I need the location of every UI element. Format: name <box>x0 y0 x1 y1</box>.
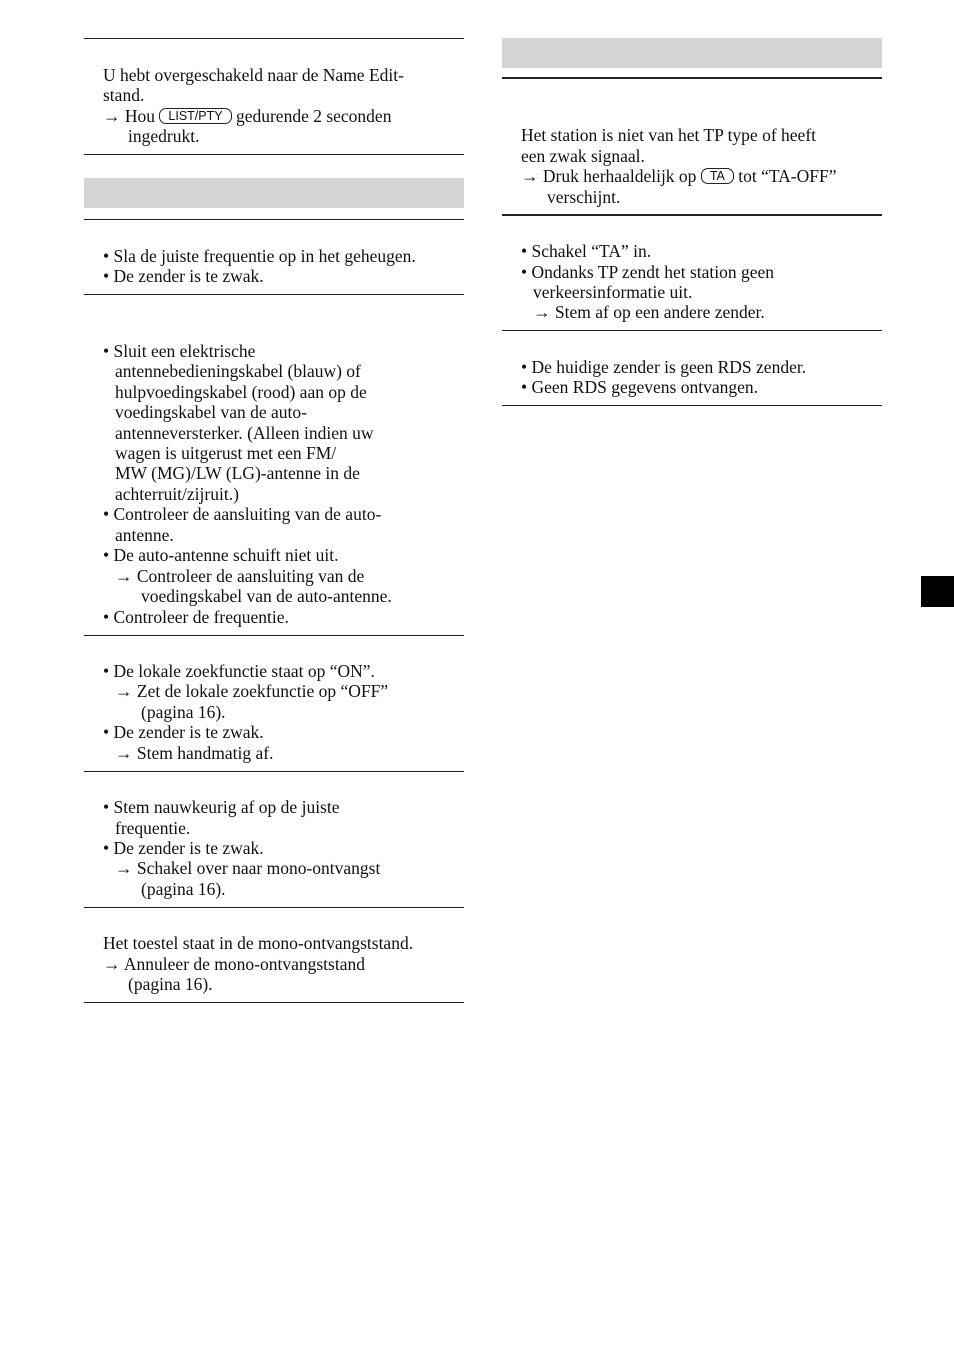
text-line: (pagina 16). <box>128 974 213 994</box>
remedy-line: → Stem af op een andere zender. <box>533 302 765 322</box>
bullet-item: • De zender is te zwak. <box>103 722 264 742</box>
text-line: Het station is niet van het TP type of heeft <box>521 125 817 145</box>
bullet-item: • Sla de juiste frequentie op in het geheugen. <box>103 246 416 266</box>
text-line: (pagina 16). <box>141 702 226 722</box>
text-line: verkeersinformatie uit. <box>533 282 693 302</box>
divider <box>502 330 882 331</box>
text-line: een zwak signaal. <box>521 146 645 166</box>
bullet-item: • Stem nauwkeurig af op de juiste <box>103 797 340 817</box>
divider <box>84 771 464 772</box>
text-line: voedingskabel van de auto-antenne. <box>141 586 392 606</box>
text-line: ingedrukt. <box>128 126 200 146</box>
bullet-item: • Controleer de aansluiting van de auto- <box>103 504 382 524</box>
bullet-item: • Sluit een elektrische <box>103 341 256 361</box>
text-line: hulpvoedingskabel (rood) aan op de <box>115 382 367 402</box>
divider <box>84 907 464 908</box>
divider <box>84 1002 464 1003</box>
divider <box>502 77 882 79</box>
divider <box>502 405 882 406</box>
page-edge-tab <box>921 576 954 607</box>
text-line: antenne. <box>115 525 174 545</box>
list-pty-key: LIST/PTY <box>159 108 231 124</box>
bullet-item: • De lokale zoekfunctie staat op “ON”. <box>103 661 375 681</box>
remedy-line: → Zet de lokale zoekfunctie op “OFF” <box>115 681 389 701</box>
bullet-item: • Geen RDS gegevens ontvangen. <box>521 377 758 397</box>
bullet-item: • Controleer de frequentie. <box>103 607 289 627</box>
text-line: (pagina 16). <box>141 879 226 899</box>
text-line: achterruit/zijruit.) <box>115 484 239 504</box>
bullet-item: • Schakel “TA” in. <box>521 241 652 261</box>
remedy-line: → Stem handmatig af. <box>115 743 274 763</box>
text-line: voedingskabel van de auto- <box>115 402 307 422</box>
text-line: U hebt overgeschakeld naar de Name Edit- <box>103 65 404 85</box>
text-line: frequentie. <box>115 818 191 838</box>
remedy-line: → Controleer de aansluiting van de <box>115 566 365 586</box>
text-line: antenneversterker. (Alleen indien uw <box>115 423 374 443</box>
remedy-line: → Annuleer de mono-ontvangststand <box>103 954 365 974</box>
remedy-line <box>103 106 391 126</box>
divider <box>84 294 464 295</box>
divider <box>84 635 464 636</box>
text-line: antennebedieningskabel (blauw) of <box>115 361 361 381</box>
bullet-item: • De auto-antenne schuift niet uit. <box>103 545 339 565</box>
remedy-text: → Hou <box>103 106 156 126</box>
remedy-line <box>521 166 836 186</box>
text-line: stand. <box>103 85 145 105</box>
ta-key: TA <box>701 168 734 184</box>
divider <box>84 38 464 39</box>
divider <box>84 154 464 155</box>
bullet-item: • De huidige zender is geen RDS zender. <box>521 357 807 377</box>
bullet-item: • De zender is te zwak. <box>103 838 264 858</box>
remedy-text: → Druk herhaaldelijk op <box>521 166 697 186</box>
remedy-text: gedurende 2 seconden <box>235 106 392 126</box>
text-line: wagen is uitgerust met een FM/ <box>115 443 337 463</box>
bullet-item: • De zender is te zwak. <box>103 266 264 286</box>
text-line: MW (MG)/LW (LG)-antenne in de <box>115 463 360 483</box>
divider <box>502 214 882 216</box>
bullet-item: • Ondanks TP zendt het station geen <box>521 262 775 282</box>
remedy-line: → Schakel over naar mono-ontvangst <box>115 858 381 878</box>
divider <box>84 219 464 220</box>
text-line: Het toestel staat in de mono-ontvangststand. <box>103 933 414 953</box>
section-header-band <box>84 178 464 208</box>
remedy-text: tot “TA-OFF” <box>738 166 837 186</box>
text-line: verschijnt. <box>547 187 621 207</box>
section-header-band <box>502 38 882 68</box>
